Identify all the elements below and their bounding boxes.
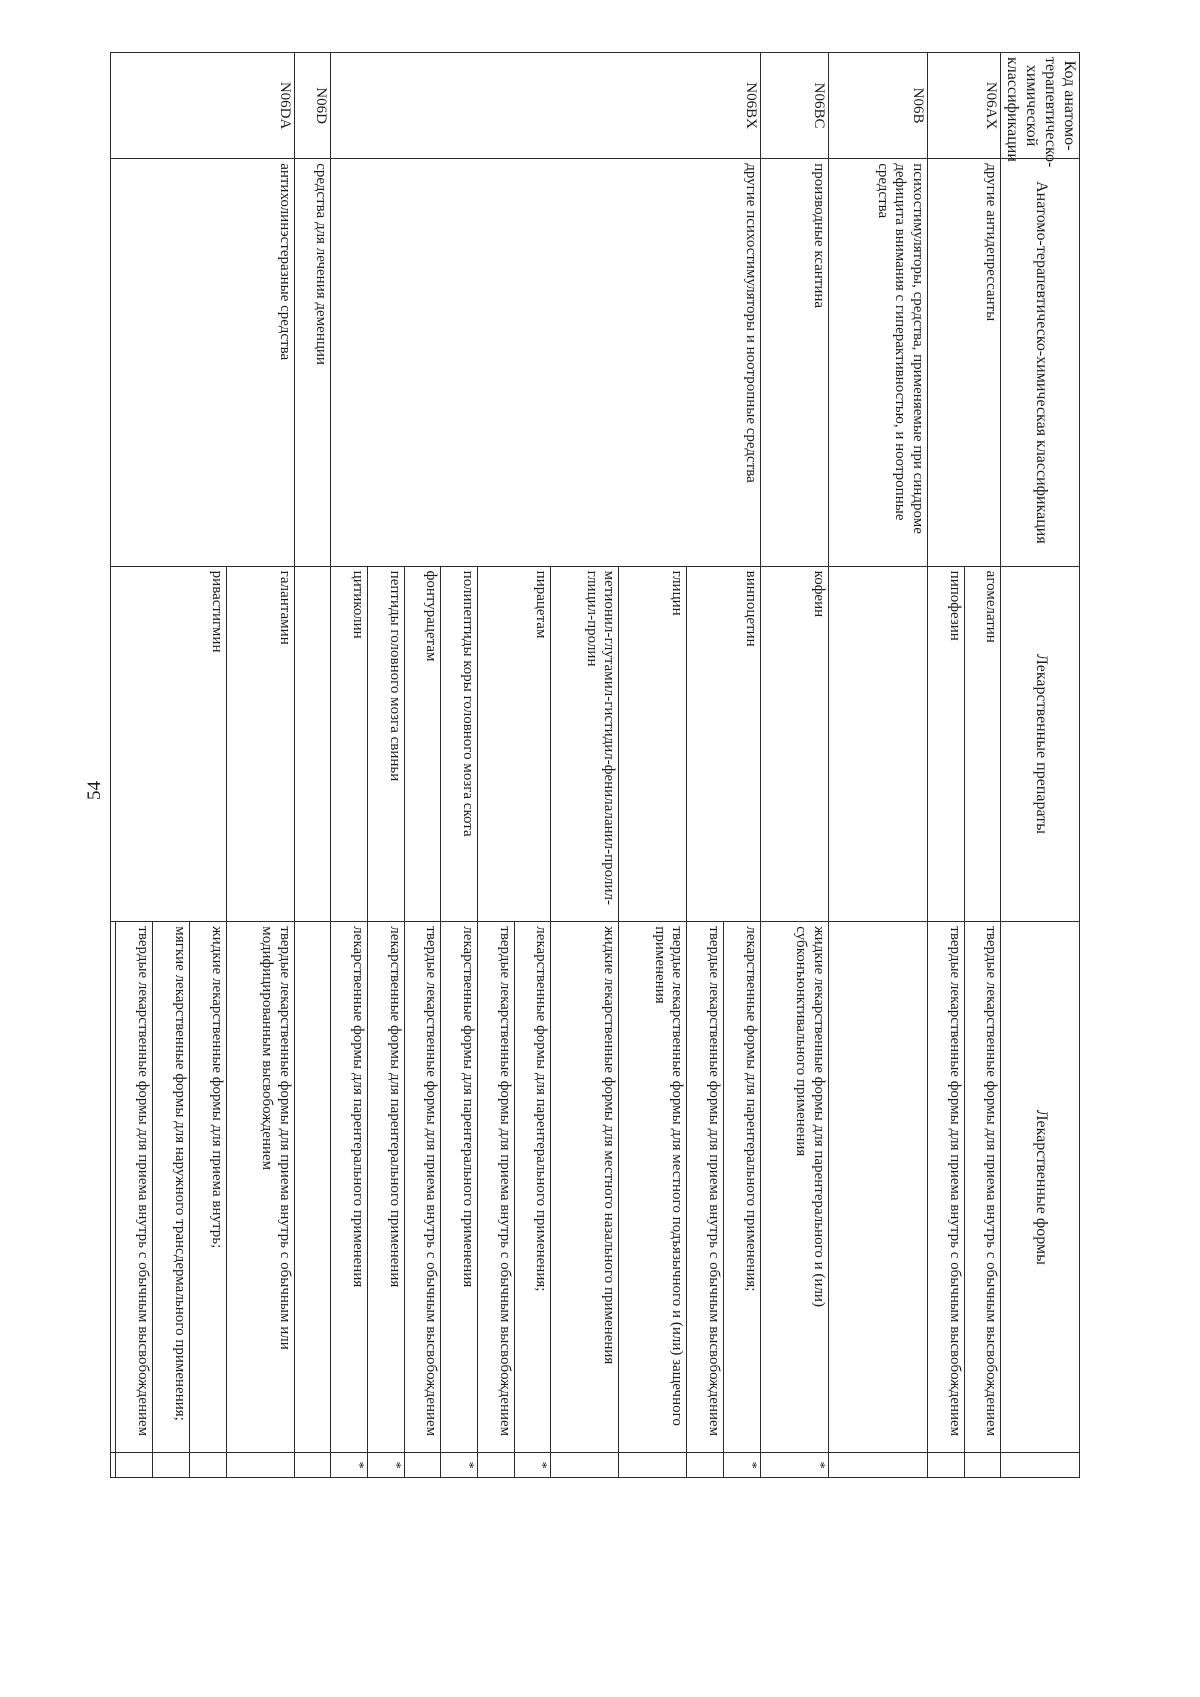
atc-code-cell: N06AX [928, 53, 1001, 159]
classification-cell: психостимуляторы, средства, применяемые при синдроме дефицита внимания с гиперактивностью, и ноотропные средства [828, 159, 927, 566]
form-cell: лекарственные формы для парентерального применения; [724, 922, 761, 1453]
form-cell: лекарственные формы для парентерального применения; [514, 922, 551, 1453]
form-cell: твердые лекарственные формы для приема внутрь с обычным высвобождением [477, 922, 514, 1453]
mark-cell [687, 1453, 724, 1478]
form-cell [111, 922, 117, 1453]
form-cell: лекарственные формы для парентерального применения [331, 922, 368, 1453]
mark-cell [477, 1453, 514, 1478]
form-cell: лекарственные формы для парентерального применения [367, 922, 404, 1453]
mark-cell [226, 1453, 294, 1478]
drug-cell: пептиды головного мозга свиньи [367, 566, 404, 922]
atc-code-cell: N06DA [111, 53, 295, 159]
mark-cell: * [514, 1453, 551, 1478]
table-header-row [1001, 53, 1080, 1478]
form-cell: жидкие лекарственные формы для приема внутрь; [189, 922, 226, 1453]
mark-cell [964, 1453, 1001, 1478]
header-classification: Анатомо-терапевтическо-химическая классификация [1001, 159, 1080, 566]
header-mark [1001, 1453, 1080, 1478]
drug-cell: пипофезин [928, 566, 965, 922]
drug-cell: ривастигмин [111, 566, 227, 922]
atc-code-cell: N06BX [331, 53, 760, 159]
mark-cell [928, 1453, 965, 1478]
drug-cell: глицин [619, 566, 687, 922]
drug-cell [294, 566, 331, 922]
atc-code-cell: N06D [294, 53, 331, 159]
header-drugs: Лекарственные препараты [1001, 566, 1080, 922]
form-cell: жидкие лекарственные формы для парентерального и (или) субконъюнктивального применения [760, 922, 828, 1453]
form-cell: твердые лекарственные формы для местного подъязычного и (или) защечного применения [619, 922, 687, 1453]
mark-cell [551, 1453, 619, 1478]
drug-cell: кофеин [760, 566, 828, 922]
form-cell: жидкие лекарственные формы для местного назального применения [551, 922, 619, 1453]
form-cell: твердые лекарственные формы для приема внутрь с обычным или модифицированным высвобождением [226, 922, 294, 1453]
mark-cell [828, 1453, 927, 1478]
classification-cell: другие психостимуляторы и ноотропные средства [331, 159, 760, 566]
form-cell [828, 922, 927, 1453]
mark-cell: * [724, 1453, 761, 1478]
mark-cell [404, 1453, 441, 1478]
atc-drug-table [110, 52, 1080, 1478]
table-row [964, 53, 1001, 1478]
drug-cell: агомелатин [964, 566, 1001, 922]
atc-code-cell: N06BC [760, 53, 828, 159]
drug-cell: винпоцетин [687, 566, 760, 922]
mark-cell [116, 1453, 153, 1478]
form-cell: твердые лекарственные формы для приема внутрь с обычным высвобождением [116, 922, 153, 1453]
table-row [294, 53, 331, 1478]
mark-cell [153, 1453, 190, 1478]
mark-cell: * [441, 1453, 478, 1478]
mark-cell: * [331, 1453, 368, 1478]
mark-cell: * [760, 1453, 828, 1478]
mark-cell [294, 1453, 331, 1478]
mark-cell [111, 1453, 117, 1478]
drug-cell: галантамин [226, 566, 294, 922]
drug-cell: фонтурацетам [404, 566, 441, 922]
form-cell [294, 922, 331, 1453]
classification-cell: средства для лечения деменции [294, 159, 331, 566]
header-forms: Лекарственные формы [1001, 922, 1080, 1453]
mark-cell [189, 1453, 226, 1478]
table-row [828, 53, 927, 1478]
page-number: 54 [84, 781, 105, 800]
form-cell: твердые лекарственные формы для приема внутрь с обычным высвобождением [928, 922, 965, 1453]
form-cell: твердые лекарственные формы для приема внутрь с обычным высвобождением [404, 922, 441, 1453]
drug-cell: пирацетам [477, 566, 550, 922]
atc-code-cell: N06B [828, 53, 927, 159]
classification-cell: другие антидепрессанты [928, 159, 1001, 566]
drug-cell: метионил-глутамил-гистидил-фенилаланил-пролил-глицил-пролин [551, 566, 619, 922]
table-row [724, 53, 761, 1478]
drug-cell: полипептиды коры головного мозга скота [441, 566, 478, 922]
classification-cell: антихолинэстеразные средства [111, 159, 295, 566]
form-cell: твердые лекарственные формы для приема внутрь с обычным высвобождением [687, 922, 724, 1453]
drug-cell: цитиколин [331, 566, 368, 922]
form-cell: твердые лекарственные формы для приема внутрь с обычным высвобождением [964, 922, 1001, 1453]
mark-cell [619, 1453, 687, 1478]
table-row [226, 53, 294, 1478]
header-code: Код анатомо-терапевтическо-химической классификации [1001, 53, 1080, 159]
mark-cell: * [367, 1453, 404, 1478]
classification-cell: производные ксантина [760, 159, 828, 566]
table-row [760, 53, 828, 1478]
drug-cell [828, 566, 927, 922]
document-table-frame [110, 52, 1080, 1478]
form-cell: мягкие лекарственные формы для наружного трансдермального применения; [153, 922, 190, 1453]
form-cell: лекарственные формы для парентерального применения [441, 922, 478, 1453]
